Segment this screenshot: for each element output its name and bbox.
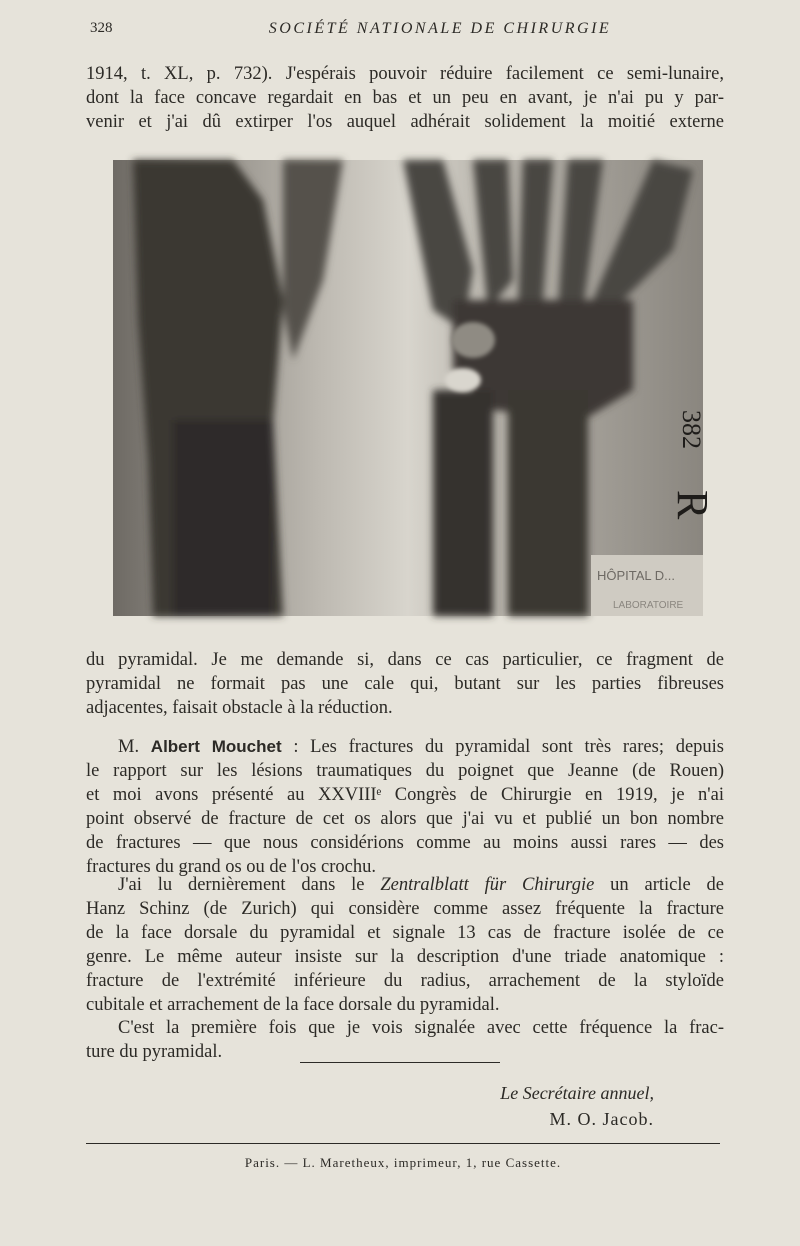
text-line: du pyramidal. Je me demande si, dans ce cas particulier, ce fragment de bbox=[86, 650, 724, 670]
text-fragment: J'ai lu dernièrement dans le bbox=[118, 875, 381, 895]
paragraph-closing bbox=[86, 1016, 724, 1064]
text-line: Hanz Schinz (de Zurich) qui considère comme assez fréquente la fracture bbox=[86, 899, 724, 919]
page-header bbox=[0, 20, 800, 44]
xray-figure bbox=[113, 160, 717, 616]
text-line: ture du pyramidal. bbox=[86, 1042, 223, 1062]
text-line bbox=[86, 873, 724, 897]
running-title: SOCIÉTÉ NATIONALE DE CHIRURGIE bbox=[268, 20, 612, 37]
page-number: 328 bbox=[90, 20, 113, 36]
paragraph-mouchet bbox=[86, 735, 724, 879]
text-line: le rapport sur les lésions traumatiques du poignet que Jeanne (de Rouen) bbox=[86, 761, 724, 781]
text-line: dont la face concave regardait en bas et un peu en avant, je n'ai pu y par- bbox=[86, 88, 724, 108]
paragraph-intro bbox=[86, 62, 724, 134]
text-line: C'est la première fois que je vois signalée avec cette fréquence la frac- bbox=[118, 1018, 724, 1038]
text-line: pyramidal ne formait pas une cale qui, butant sur les parties fibreuses bbox=[86, 674, 724, 694]
text-line: cubitale et arrachement de la face dorsale du pyramidal. bbox=[86, 995, 500, 1015]
journal-title: Zentralblatt für Chirurgie bbox=[380, 875, 595, 895]
paragraph-pyramidal bbox=[86, 648, 724, 720]
text-line: venir et j'ai dû extirper l'os auquel adhérait solidement la moitié externe bbox=[86, 112, 724, 132]
text-line: fracture de l'extrémité inférieure du radius, arrachement de la styloïde bbox=[86, 971, 724, 991]
text-line: 1914, t. XL, p. 732). J'espérais pouvoir réduire facilement ce semi-lunaire, bbox=[86, 64, 724, 84]
text-line: point observé de fracture de cet os alors que j'ai vu et publié un bon nombre bbox=[86, 809, 724, 829]
footer-rule bbox=[86, 1143, 720, 1144]
text-fragment: : Les fractures du pyramidal sont très rares; depuis bbox=[281, 737, 724, 757]
paragraph-schinz bbox=[86, 873, 724, 1017]
speaker-name: Albert Mouchet bbox=[150, 737, 282, 756]
plate-letter: R bbox=[668, 490, 717, 520]
plate-number: 382 bbox=[677, 410, 706, 449]
stamp-line-2: LABORATOIRE bbox=[613, 600, 684, 611]
text-line bbox=[86, 735, 724, 759]
text-line: et moi avons présenté au XXVIIIᵉ Congrès de Chirurgie en 1919, je n'ai bbox=[86, 785, 724, 805]
text-fragment: un article de bbox=[594, 875, 724, 895]
text-line: de fractures — que nous considérions comme au moins aussi rares — des bbox=[86, 833, 724, 853]
section-divider bbox=[300, 1062, 500, 1063]
xray-image bbox=[113, 160, 717, 616]
text-line: adjacentes, faisait obstacle à la réduction. bbox=[86, 698, 393, 718]
printer-imprint: Paris. — L. Maretheux, imprimeur, 1, rue Cassette. bbox=[244, 1155, 562, 1170]
text-line: fractures du grand os ou de l'os crochu. bbox=[86, 857, 376, 877]
signature-block bbox=[500, 1083, 654, 1135]
text-line: genre. Le même auteur insiste sur la description d'une triade anatomique : bbox=[86, 947, 724, 967]
speaker-prefix: M. bbox=[118, 737, 151, 757]
signature-title: Le Secrétaire annuel, bbox=[500, 1083, 654, 1103]
stamp-line-1: HÔPITAL D... bbox=[597, 568, 676, 583]
text-line: de la face dorsale du pyramidal et signale 13 cas de fracture isolée de ce bbox=[86, 923, 724, 943]
signature-name: M. O. Jacob. bbox=[549, 1109, 654, 1129]
